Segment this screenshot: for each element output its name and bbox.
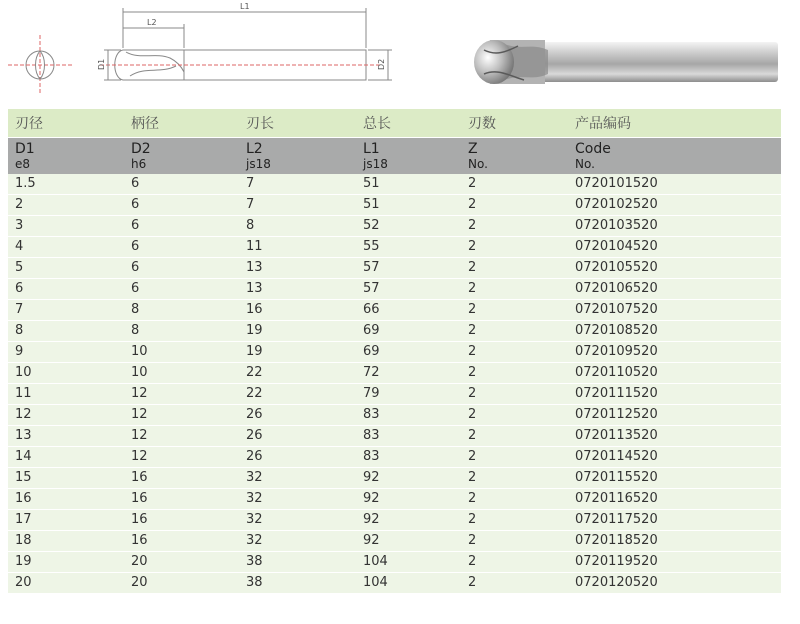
cell-z: 2 [461,363,568,384]
cell-l2: 19 [239,321,356,342]
cell-z: 2 [461,237,568,258]
cell-l2: 19 [239,342,356,363]
cell-l2: 26 [239,447,356,468]
cell-code: 0720113520 [568,426,781,447]
cell-d2: 6 [124,279,239,300]
table-row [8,300,781,321]
cell-d1: 12 [8,405,124,426]
cell-code: 0720101520 [568,174,781,195]
cell-z: 2 [461,447,568,468]
cell-d1: 13 [8,426,124,447]
table-row [8,426,781,447]
cell-d1: 20 [8,573,124,594]
cell-d1: 10 [8,363,124,384]
cell-l2: 13 [239,279,356,300]
cell-code: 0720114520 [568,447,781,468]
cell-l1: 92 [356,489,461,510]
cell-code: 0720107520 [568,300,781,321]
table-row [8,384,781,405]
cell-d2: 10 [124,363,239,384]
cell-l1: 69 [356,342,461,363]
cell-code: 0720109520 [568,342,781,363]
cell-l2: 7 [239,195,356,216]
cell-d2: 16 [124,489,239,510]
header-tolerance: No. [575,157,595,171]
cell-d1: 17 [8,510,124,531]
cell-code: 0720104520 [568,237,781,258]
cell-l1: 104 [356,573,461,594]
cell-d1: 2 [8,195,124,216]
cell-l1: 51 [356,195,461,216]
header-cutting-diameter: 刃径 [8,109,124,138]
cell-z: 2 [461,342,568,363]
cell-z: 2 [461,468,568,489]
cell-l2: 26 [239,405,356,426]
table-row [8,237,781,258]
cell-code: 0720105520 [568,258,781,279]
cell-z: 2 [461,174,568,195]
cell-d1: 7 [8,300,124,321]
cell-l1: 52 [356,216,461,237]
cell-code: 0720116520 [568,489,781,510]
end-mill-image [474,40,778,84]
cell-d2: 6 [124,258,239,279]
cell-d1: 11 [8,384,124,405]
cell-d1: 19 [8,552,124,573]
cell-d1: 4 [8,237,124,258]
table-row [8,405,781,426]
cell-l2: 38 [239,552,356,573]
table-row [8,447,781,468]
cell-d2: 12 [124,447,239,468]
technical-drawing [0,0,800,110]
cell-d2: 16 [124,510,239,531]
cell-l1: 66 [356,300,461,321]
header-shank-diameter: 柄径 [124,109,239,138]
table-row [8,342,781,363]
side-view [100,8,392,80]
header-symbol: D1 [15,141,35,157]
cell-d2: 6 [124,237,239,258]
cell-code: 0720112520 [568,405,781,426]
cell-code: 0720106520 [568,279,781,300]
cell-l2: 22 [239,384,356,405]
cell-z: 2 [461,573,568,594]
cell-l1: 92 [356,468,461,489]
cell-l1: 57 [356,279,461,300]
cell-code: 0720102520 [568,195,781,216]
header-l1 [356,138,461,175]
header-product-code: 产品编码 [568,109,781,138]
cell-l2: 7 [239,174,356,195]
cell-d2: 8 [124,321,239,342]
cell-z: 2 [461,510,568,531]
spec-table-container [8,109,781,594]
table-row [8,363,781,384]
cell-l1: 83 [356,426,461,447]
cell-l1: 51 [356,174,461,195]
cell-d2: 6 [124,195,239,216]
table-row [8,468,781,489]
table-row [8,321,781,342]
cell-code: 0720119520 [568,552,781,573]
cell-d1: 3 [8,216,124,237]
cell-d1: 18 [8,531,124,552]
cell-code: 0720108520 [568,321,781,342]
cell-code: 0720110520 [568,363,781,384]
cell-d2: 20 [124,552,239,573]
cell-code: 0720117520 [568,510,781,531]
header-symbol: Code [575,141,611,157]
header-symbol: D2 [131,141,151,157]
cell-z: 2 [461,531,568,552]
table-row [8,216,781,237]
cell-l2: 16 [239,300,356,321]
cell-d2: 10 [124,342,239,363]
cell-z: 2 [461,195,568,216]
cell-d2: 20 [124,573,239,594]
table-row [8,258,781,279]
cell-l1: 72 [356,363,461,384]
cell-l1: 83 [356,405,461,426]
cell-code: 0720120520 [568,573,781,594]
header-row-chinese [8,109,781,138]
cell-l1: 92 [356,531,461,552]
dim-l1: L1 [240,2,250,11]
cell-z: 2 [461,321,568,342]
cell-d2: 16 [124,468,239,489]
header-flute-count: 刃数 [461,109,568,138]
cell-l1: 92 [356,510,461,531]
cell-z: 2 [461,216,568,237]
dim-l2: L2 [147,18,157,27]
cell-d1: 1.5 [8,174,124,195]
header-code [568,138,781,175]
header-tolerance: No. [468,157,488,171]
cell-l2: 11 [239,237,356,258]
cell-code: 0720111520 [568,384,781,405]
table-row [8,174,781,195]
end-view [8,35,72,95]
cell-z: 2 [461,489,568,510]
dim-d1: D1 [97,58,106,70]
cell-d1: 9 [8,342,124,363]
cell-d2: 12 [124,405,239,426]
header-d2 [124,138,239,175]
cell-l2: 32 [239,468,356,489]
cell-l2: 26 [239,426,356,447]
table-row [8,552,781,573]
dim-d2: D2 [377,58,386,70]
cell-z: 2 [461,384,568,405]
cell-z: 2 [461,300,568,321]
cell-l1: 79 [356,384,461,405]
cell-d1: 6 [8,279,124,300]
cell-z: 2 [461,258,568,279]
header-z [461,138,568,175]
cell-l1: 57 [356,258,461,279]
cell-code: 0720115520 [568,468,781,489]
header-tolerance: js18 [246,157,271,171]
cell-z: 2 [461,405,568,426]
cell-d1: 16 [8,489,124,510]
cell-l2: 32 [239,510,356,531]
cell-z: 2 [461,552,568,573]
cell-d2: 12 [124,426,239,447]
header-d1 [8,138,124,175]
cell-l2: 38 [239,573,356,594]
table-row [8,573,781,594]
table-row [8,531,781,552]
cell-d1: 14 [8,447,124,468]
cell-d2: 8 [124,300,239,321]
table-row [8,195,781,216]
table-body [8,174,781,594]
header-symbol: Z [468,141,478,157]
cell-d2: 12 [124,384,239,405]
cell-d2: 16 [124,531,239,552]
cell-l2: 8 [239,216,356,237]
cell-d2: 6 [124,174,239,195]
cell-l1: 55 [356,237,461,258]
table-row [8,510,781,531]
cell-z: 2 [461,426,568,447]
table-row [8,279,781,300]
header-tolerance: h6 [131,157,147,171]
cell-l1: 69 [356,321,461,342]
header-tolerance: js18 [363,157,388,171]
cell-code: 0720118520 [568,531,781,552]
header-symbol: L1 [363,141,380,157]
cell-d1: 8 [8,321,124,342]
header-tolerance: e8 [15,157,31,171]
cell-z: 2 [461,279,568,300]
header-row-symbols [8,138,781,175]
cell-l1: 104 [356,552,461,573]
cell-l2: 32 [239,531,356,552]
cell-code: 0720103520 [568,216,781,237]
cell-l2: 22 [239,363,356,384]
cell-d1: 15 [8,468,124,489]
cell-d1: 5 [8,258,124,279]
cell-d2: 6 [124,216,239,237]
table-row [8,489,781,510]
cell-l1: 83 [356,447,461,468]
header-overall-length: 总长 [356,109,461,138]
cell-l2: 13 [239,258,356,279]
header-l2 [239,138,356,175]
header-flute-length: 刃长 [239,109,356,138]
cell-l2: 32 [239,489,356,510]
header-symbol: L2 [246,141,263,157]
spec-table [8,109,781,594]
